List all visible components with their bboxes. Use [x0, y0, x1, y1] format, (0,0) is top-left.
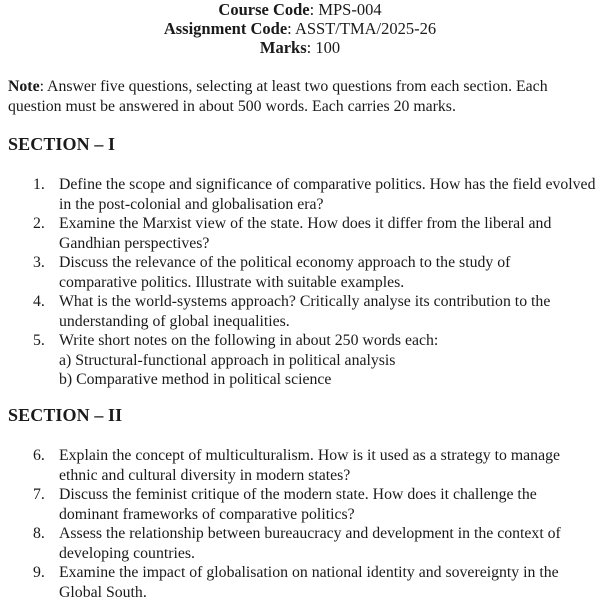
assignment-code: Assignment Code: ASST/TMA/2025-26: [163, 19, 437, 38]
question-item: 3. Discuss the relevance of the political economy approach to the study of comparative politics. Illustrate with suitable examples.: [33, 254, 511, 291]
question-item: 9. Examine the impact of globalisation on national identity and sovereignty in the Global South.: [33, 564, 559, 601]
course-code: Course Code: MPS-004: [218, 0, 382, 19]
question-item: 1. Define the scope and significance of comparative politics. How has the field evolved in the post-colonial and globalisation era?: [33, 176, 596, 213]
sub-question: a) Structural-functional approach in political analysis: [59, 351, 396, 369]
sub-question: b) Comparative method in political science: [59, 371, 332, 388]
section-2-questions: [0, 446, 600, 602]
question-item: 7. Discuss the feminist critique of the modern state. How does it challenge the dominant frameworks of comparative politics?: [33, 486, 537, 523]
section-title-2: SECTION – II: [8, 405, 123, 425]
document-header: [0, 0, 600, 57]
marks: Marks: 100: [259, 38, 341, 57]
section-title-1: SECTION – I: [8, 134, 116, 154]
instructions-note: Note: Answer five questions, selecting at least two questions from each section. Each question must be answered in about 500 words. Each carries 20 marks.: [8, 78, 548, 115]
question-item: 2. Examine the Marxist view of the state. How does it differ from the liberal and Gandhian perspectives?: [33, 215, 552, 252]
question-item: 5. Write short notes on the following in about 250 words each: a) Structural-functional approach in political analysis b) Comparative method in political science: [0, 331, 599, 390]
question-item: 6. Explain the concept of multiculturalism. How is it used as a strategy to manage ethnic and cultural diversity in modern states?: [33, 447, 560, 484]
question-item: 4. What is the world-systems approach? Critically analyse its contribution to the understanding of global inequalities.: [33, 293, 551, 330]
question-item: 8. Assess the relationship between bureaucracy and development in the context of developing countries.: [33, 525, 561, 562]
section-1-questions: [0, 175, 600, 390]
